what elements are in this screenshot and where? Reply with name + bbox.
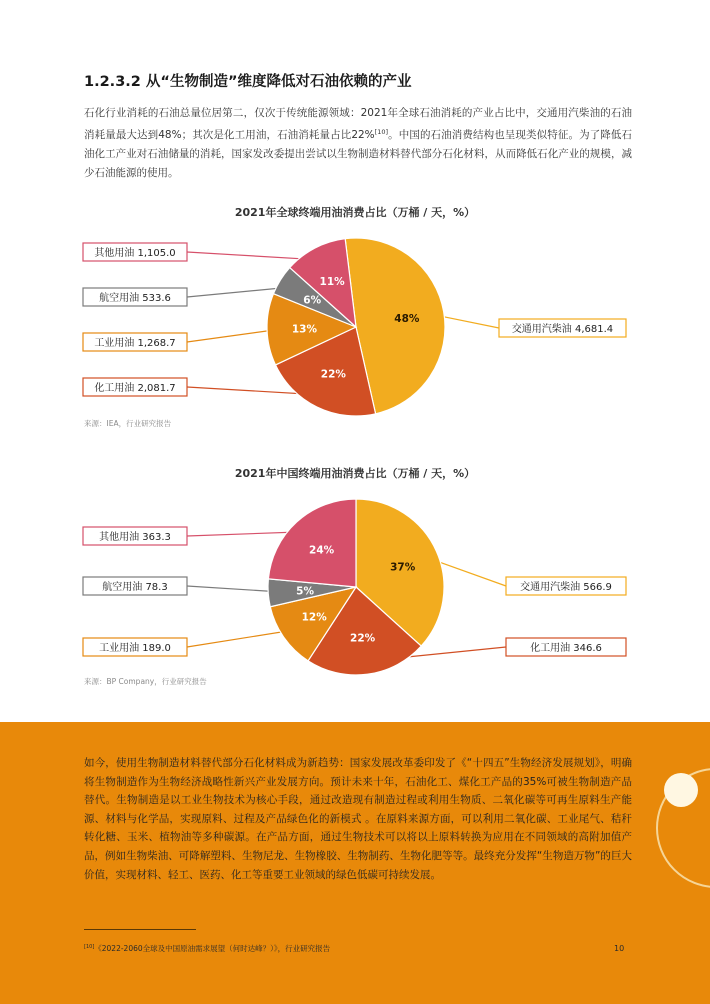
data-label-other: 其他用油 363.3 bbox=[99, 532, 171, 543]
highlight-panel bbox=[0, 722, 710, 1004]
data-label-transport: 交通用汽柴油 566.9 bbox=[520, 582, 612, 593]
percent-label-industrial: 12% bbox=[301, 611, 327, 624]
china-oil-pie-chart bbox=[0, 490, 710, 680]
footnote-text: 《2022-2060全球及中国原油需求展望（何时达峰？）》，行业研究报告 bbox=[94, 944, 331, 953]
section-heading: 1.2.3.2 从“生物制造”维度降低对石油依赖的产业 bbox=[84, 74, 412, 90]
data-label-chemical: 化工用油 346.6 bbox=[530, 643, 602, 654]
percent-label-other: 24% bbox=[309, 544, 335, 557]
global-chart-source: 来源：IEA，行业研究报告 bbox=[84, 419, 172, 428]
percent-label-chemical: 22% bbox=[320, 368, 346, 381]
footnote-divider bbox=[84, 929, 196, 930]
percent-label-aviation: 5% bbox=[296, 585, 314, 598]
pie-slice-other bbox=[268, 499, 356, 587]
data-label-chemical: 化工用油 2,081.7 bbox=[94, 383, 176, 394]
percent-label-aviation: 6% bbox=[303, 294, 322, 307]
china-chart-source: 来源：BP Company，行业研究报告 bbox=[84, 677, 207, 686]
data-label-aviation: 航空用油 78.3 bbox=[102, 582, 168, 593]
connector-industrial bbox=[187, 630, 295, 647]
percent-label-transport: 37% bbox=[390, 561, 416, 574]
china-chart-title: 2021年中国终端用油消费占比（万桶 / 天，%） bbox=[234, 467, 476, 480]
panel-body-text: 如今，使用生物制造材料替代部分石化材料成为新趋势：国家发展改革委印发了《“十四五”生物经济发展规划》，明确将生物制造作为生物经济战略性新兴产业发展方向。预计未来十年，石油化工、煤化工产品的35%可被生物制造产品替代。生物制造是以工业生物技术为核心手段，通过改造现有制造过程或利用生物质、二氧化碳等可再生原料生产能源、材料与化学品，实现原料、过程及产品绿色化的新模式 。在原料来源方面，可以利用二氧化碳、工业尾气、秸秆转化糖、玉米、植物油等多种碳源。在产品方面，通过生物技术可以将以上原料转换为应用在不同领域的高附加值产品，例如生物柴油、可降解塑料、生物尼龙、生物橡胶、生物制药、生物化肥等等。最终充分发挥“生物造万物”的巨大价值，实现材料、轻工、医药、化工等重要工业领域的绿色低碳可持续发展。 bbox=[84, 757, 632, 881]
global-oil-pie-chart bbox=[0, 228, 710, 420]
global-chart-title: 2021年全球终端用油消费占比（万桶 / 天，%） bbox=[234, 206, 476, 219]
page-number: 10 bbox=[614, 944, 625, 953]
intro-paragraph bbox=[84, 104, 632, 183]
data-label-industrial: 工业用油 189.0 bbox=[99, 643, 171, 654]
data-label-industrial: 工业用油 1,268.7 bbox=[94, 338, 176, 349]
intro-text: 石化行业消耗的石油总量位居第二，仅次于传统能源领域：2021年全球石油消耗的产业占比中，交通用汽柴油的石油消耗量最大达到48%；其次是化工用油，石油消耗量占比22% bbox=[84, 107, 632, 141]
connector-industrial bbox=[187, 329, 280, 342]
intro-text-continued: 。中国的石油消费结构也呈现类似特征。为了降低石油化工产业对石油储量的消耗，国家发改委提出尝试以生物制造材料替代部分石化材料，从而降低石化产业的规模，减少石油能源的使用。 bbox=[84, 129, 632, 179]
percent-label-other: 11% bbox=[319, 276, 345, 289]
decorative-circle bbox=[664, 773, 698, 807]
connector-aviation bbox=[187, 586, 281, 592]
data-label-aviation: 航空用油 533.6 bbox=[99, 293, 171, 304]
percent-label-transport: 48% bbox=[394, 313, 420, 326]
citation-ref[interactable]: [10] bbox=[374, 128, 389, 136]
data-label-transport: 交通用汽柴油 4,681.4 bbox=[511, 324, 614, 335]
footnote bbox=[84, 943, 330, 954]
percent-label-industrial: 13% bbox=[291, 323, 317, 336]
data-label-other: 其他用油 1,105.0 bbox=[94, 248, 176, 259]
footnote-ref: [10] bbox=[84, 944, 95, 950]
percent-label-chemical: 22% bbox=[350, 632, 376, 645]
